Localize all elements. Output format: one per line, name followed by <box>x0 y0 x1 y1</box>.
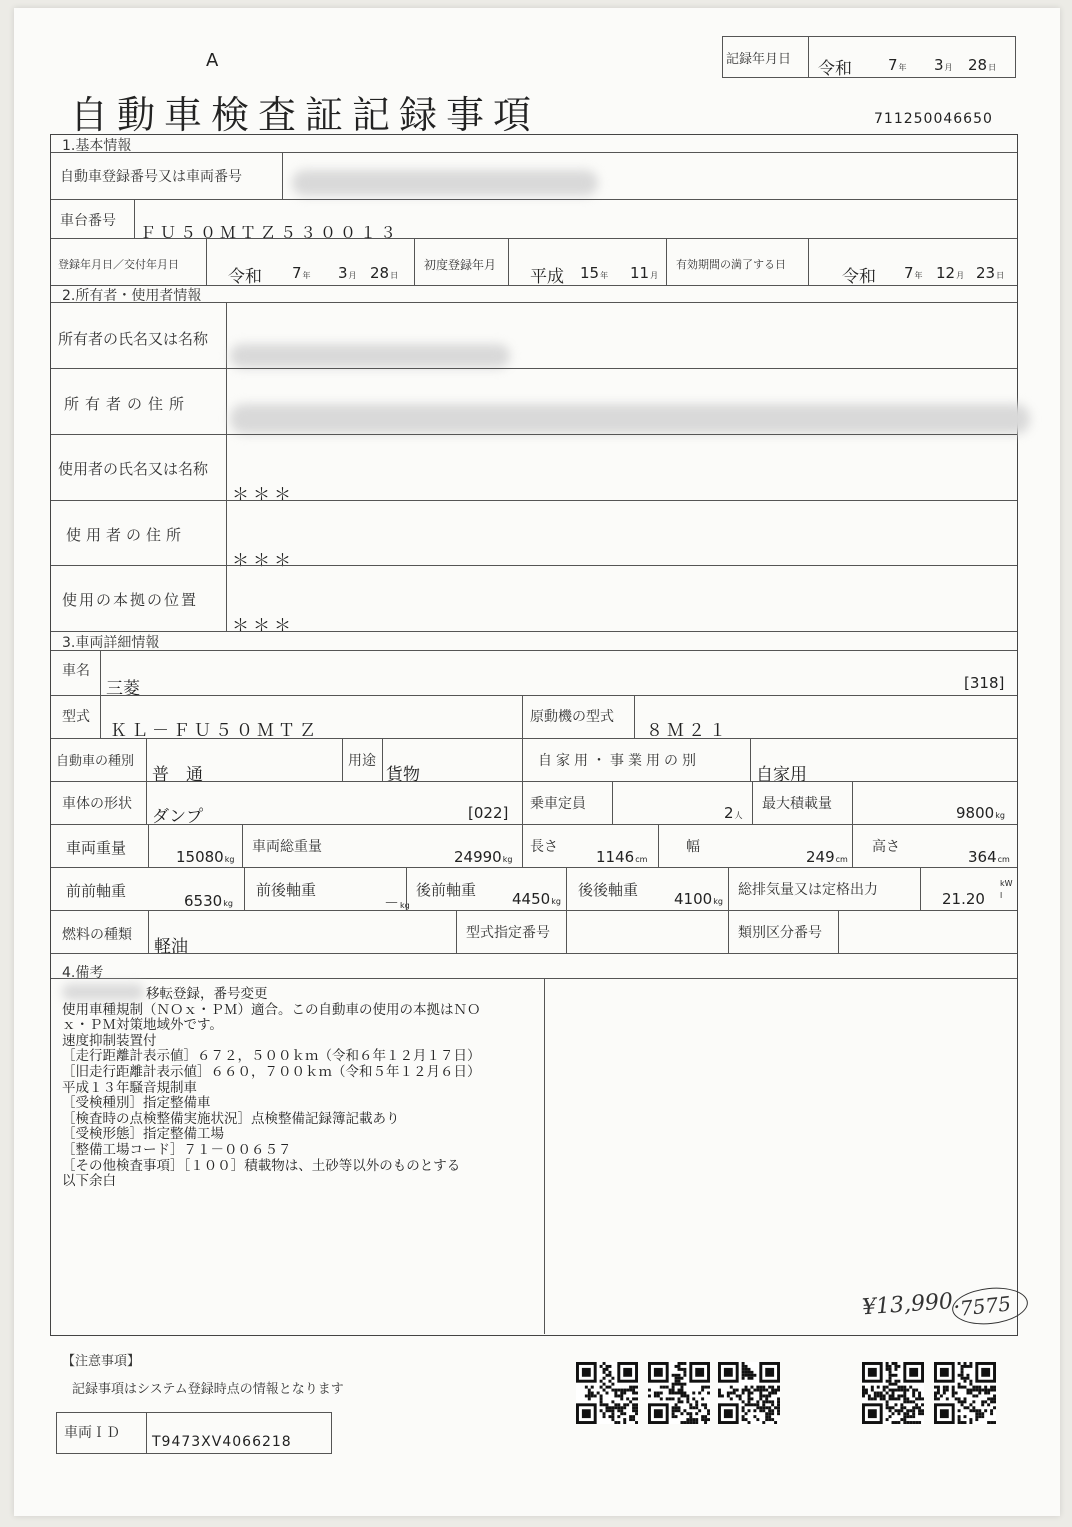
gross-weight: 24990kg <box>454 848 513 866</box>
registration-date-year: 7年 <box>292 264 311 282</box>
engine-model-label: 原動機の型式 <box>530 709 614 725</box>
height: 364cm <box>968 848 1010 866</box>
rear-front-axle-label: 後前軸重 <box>416 881 477 899</box>
front-rear-axle-label: 前後軸重 <box>256 881 317 899</box>
qr-code-2 <box>648 1362 710 1424</box>
vehicle-name-code: [318] <box>964 674 1005 692</box>
record-date-era: 令和 <box>818 59 852 79</box>
model: ＫＬ－ＦＵ５０ＭＴＺ <box>110 721 320 741</box>
first-registration-year: 15年 <box>580 264 609 282</box>
gross-weight-label: 車両総重量 <box>252 839 322 855</box>
width-label: 幅 <box>686 839 700 855</box>
rear-front-axle: 4450kg <box>512 890 561 908</box>
qr-code-5 <box>934 1362 996 1424</box>
remarks-line: ［旧走行距離計表示値］６６０，７００ｋｍ（令和５年１２月６日） <box>62 1063 481 1080</box>
fuel-type-label: 燃料の種類 <box>62 927 132 943</box>
record-date-label: 記録年月日 <box>726 52 792 67</box>
length: 1146cm <box>596 848 648 866</box>
vehicle-weight: 15080kg <box>176 848 235 866</box>
classification-label: 類別区分番号 <box>738 925 822 941</box>
first-registration-era: 平成 <box>530 267 564 287</box>
remarks-list <box>62 987 481 1190</box>
expiry-date-month: 12月 <box>936 264 965 282</box>
private-commercial-label: 自家用・事業用の別 <box>538 753 700 769</box>
owner-address-label: 所有者の住所 <box>64 395 191 413</box>
private-commercial: 自家用 <box>756 765 807 785</box>
user-address: ＊＊＊ <box>232 551 295 571</box>
body-shape-label: 車体の形状 <box>62 796 132 812</box>
chassis-number: ＦＵ５０ＭＴＺ５３００１３ <box>140 223 401 242</box>
remarks-line: 使用車種規制（ＮＯｘ・ＰＭ）適合。この自動車の使用の本拠はＮＯ <box>62 1001 481 1018</box>
max-load: 9800kg <box>956 804 1005 822</box>
user-name: ＊＊＊ <box>232 485 295 505</box>
body-shape-code: [022] <box>468 804 509 822</box>
first-registration-label: 初度登録年月 <box>424 258 497 272</box>
displacement-label: 総排気量又は定格出力 <box>738 882 878 898</box>
displacement: 21.20 <box>942 890 985 908</box>
remarks-line: ［その他検査事項］［１００］積載物は、土砂等以外のものとする <box>62 1157 461 1174</box>
front-front-axle: 6530kg <box>184 892 233 910</box>
section-1-title: 1.基本情報 <box>62 138 132 154</box>
registration-date-era: 令和 <box>228 267 262 287</box>
document-number: 711250046650 <box>874 111 993 127</box>
height-label: 高さ <box>872 839 900 855</box>
remarks-line: ［走行距離計表示値］６７２，５００ｋｍ（令和６年１２月１７日） <box>62 1048 481 1065</box>
user-address-label: 使用者の住所 <box>66 526 187 544</box>
base-location: ＊＊＊ <box>232 616 295 636</box>
remarks-line: 移転登録，番号変更 <box>146 986 268 1002</box>
model-label: 型式 <box>62 709 90 725</box>
registration-date-month: 3月 <box>338 264 357 282</box>
seating-capacity: 2人 <box>724 804 743 822</box>
qr-code-3 <box>718 1362 780 1424</box>
redacted-registration-number <box>292 170 598 196</box>
rear-rear-axle: 4100kg <box>674 890 723 908</box>
usage-label: 用途 <box>348 753 376 769</box>
chassis-number-label: 車台番号 <box>60 213 116 229</box>
user-name-label: 使用者の氏名又は名称 <box>58 460 209 478</box>
qr-code-4 <box>862 1362 924 1424</box>
section-4-title: 4.備考 <box>62 965 104 981</box>
width: 249cm <box>806 848 848 866</box>
redacted-owner-address <box>230 404 1030 434</box>
vehicle-weight-label: 車両重量 <box>66 839 127 857</box>
redacted-owner-name <box>230 344 510 368</box>
length-label: 長さ <box>530 839 558 855</box>
expiry-date-day: 23日 <box>976 264 1005 282</box>
base-location-label: 使用の本拠の位置 <box>62 591 199 609</box>
type-certification-label: 型式指定番号 <box>466 925 550 941</box>
fuel-type: 軽油 <box>154 937 188 957</box>
front-front-axle-label: 前前軸重 <box>66 882 127 900</box>
seating-capacity-label: 乗車定員 <box>530 796 586 812</box>
page-title: 自動車検査証記録事項 <box>70 93 541 137</box>
handwritten-circled-number: 7575 <box>958 1291 1013 1321</box>
front-rear-axle: －kg <box>384 894 410 912</box>
body-shape: ダンプ <box>152 807 204 827</box>
section-2-title: 2.所有者・使用者情報 <box>62 288 202 304</box>
usage: 貨物 <box>386 765 420 785</box>
handwritten-price: ¥13,990. <box>861 1288 961 1321</box>
remarks-line: 平成１３年騒音規制車 <box>62 1079 197 1096</box>
record-date-year: 7年 <box>888 56 907 74</box>
expiry-date-year: 7年 <box>904 264 923 282</box>
remarks-line: ［検査時の点検整備実施状況］点検整備記録簿記載あり <box>62 1110 400 1127</box>
max-load-label: 最大積載量 <box>762 796 832 812</box>
registration-date-day: 28日 <box>370 264 399 282</box>
remarks-line: ［受検形態］指定整備工場 <box>62 1126 224 1143</box>
section-3-title: 3.車両詳細情報 <box>62 635 160 651</box>
vehicle-kind-label: 自動車の種別 <box>56 754 135 769</box>
remarks-line: ［整備工場コード］７１－００６５７ <box>62 1141 292 1158</box>
engine-model: ８Ｍ２１ <box>646 721 730 741</box>
displacement-units: kW l <box>1000 879 1013 900</box>
vehicle-kind: 普 通 <box>152 765 203 785</box>
expiry-date-label: 有効期間の満了する日 <box>676 258 786 271</box>
vehicle-name-label: 車名 <box>62 663 90 679</box>
remarks-line: 以下余白 <box>62 1173 116 1190</box>
notes-text: 記録事項はシステム登録時点の情報となります <box>72 1382 344 1397</box>
first-registration-month: 11月 <box>630 264 659 282</box>
registration-number-label: 自動車登録番号又は車両番号 <box>60 169 242 185</box>
vehicle-id: T9473XV4066218 <box>152 1434 292 1450</box>
qr-code-1 <box>576 1362 638 1424</box>
remarks-line: ［受検種別］指定整備車 <box>62 1095 211 1112</box>
vehicle-name: 三菱 <box>106 679 140 699</box>
notes-title: 【注意事項】 <box>62 1354 141 1369</box>
registration-date-label: 登録年月日／交付年月日 <box>58 258 179 271</box>
record-date-day: 28日 <box>968 56 997 74</box>
expiry-date-era: 令和 <box>842 267 876 287</box>
rear-rear-axle-label: 後後軸重 <box>578 881 639 899</box>
record-date-month: 3月 <box>934 56 953 74</box>
owner-name-label: 所有者の氏名又は名称 <box>58 330 209 348</box>
form-mark: A <box>206 50 219 71</box>
remarks-line: ｘ・ＰＭ対策地域外です。 <box>62 1017 223 1034</box>
vehicle-id-label: 車両ＩＤ <box>64 1425 120 1441</box>
remarks-line: 速度抑制装置付 <box>62 1032 157 1049</box>
